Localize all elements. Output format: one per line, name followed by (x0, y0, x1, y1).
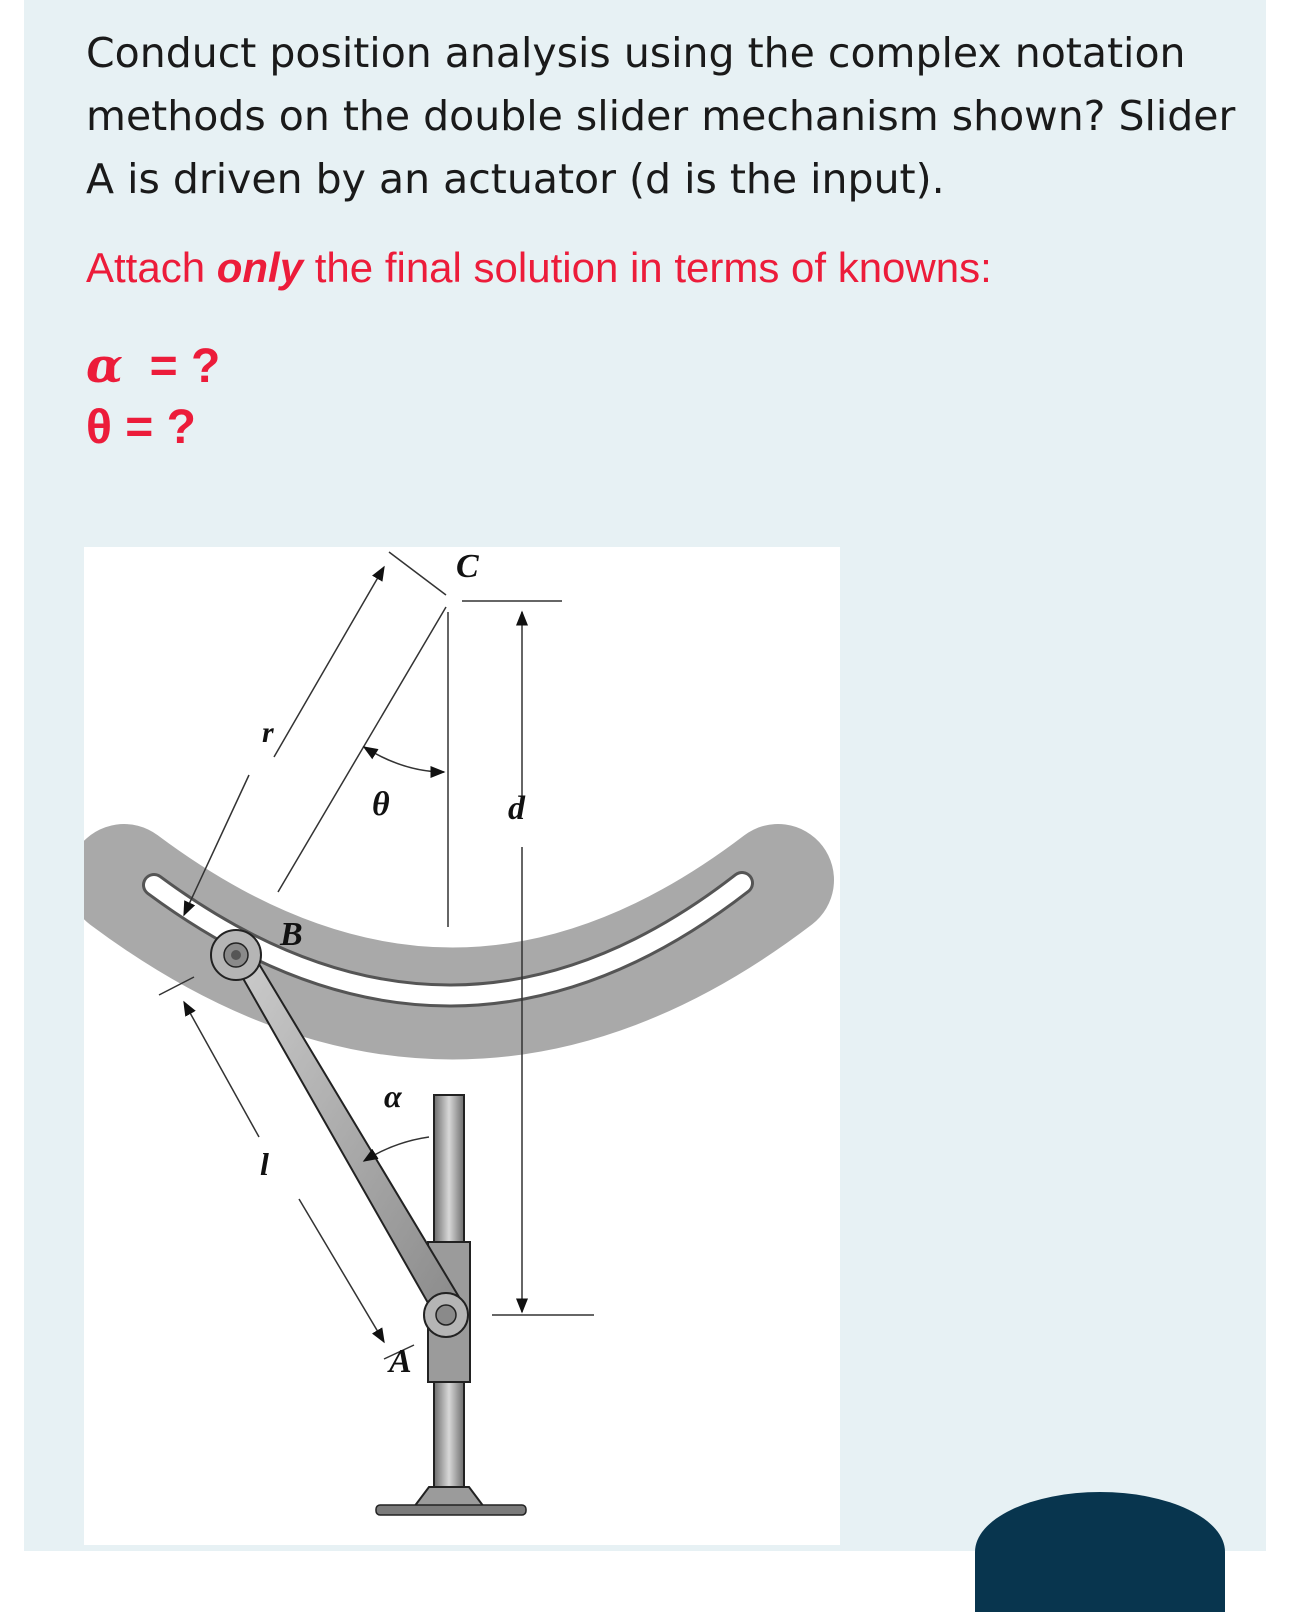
mechanism-figure (84, 547, 840, 1545)
label-b: B (280, 916, 303, 953)
label-a: A (389, 1343, 412, 1380)
label-c: C (456, 548, 479, 585)
instruction-prefix: Attach (86, 244, 217, 291)
label-r: r (262, 716, 274, 749)
instruction-suffix: the final solution in terms of knowns: (303, 244, 992, 291)
alpha-unknown (86, 336, 220, 397)
rod-base (414, 1487, 484, 1507)
floating-action-button[interactable] (975, 1492, 1225, 1612)
radius-line (278, 607, 446, 892)
double-slider-diagram (84, 547, 840, 1545)
theta-arc (364, 747, 444, 772)
label-theta: θ (372, 786, 390, 823)
question-text: Conduct position analysis using the complex notation methods on the double slider mechanism shown? Slider A is driven by an actuator (d is the input). (86, 29, 1236, 203)
theta-unknown (86, 398, 196, 458)
theta-equals: = ? (111, 401, 196, 454)
instruction-emphasis: only (216, 244, 304, 291)
theta-symbol: θ (86, 401, 112, 454)
alpha-equals: = ? (122, 340, 221, 393)
label-d: d (508, 790, 525, 827)
label-l: l (260, 1146, 269, 1182)
alpha-symbol: α (86, 338, 123, 394)
instruction-text (86, 240, 1236, 296)
label-alpha: α (384, 1078, 402, 1114)
